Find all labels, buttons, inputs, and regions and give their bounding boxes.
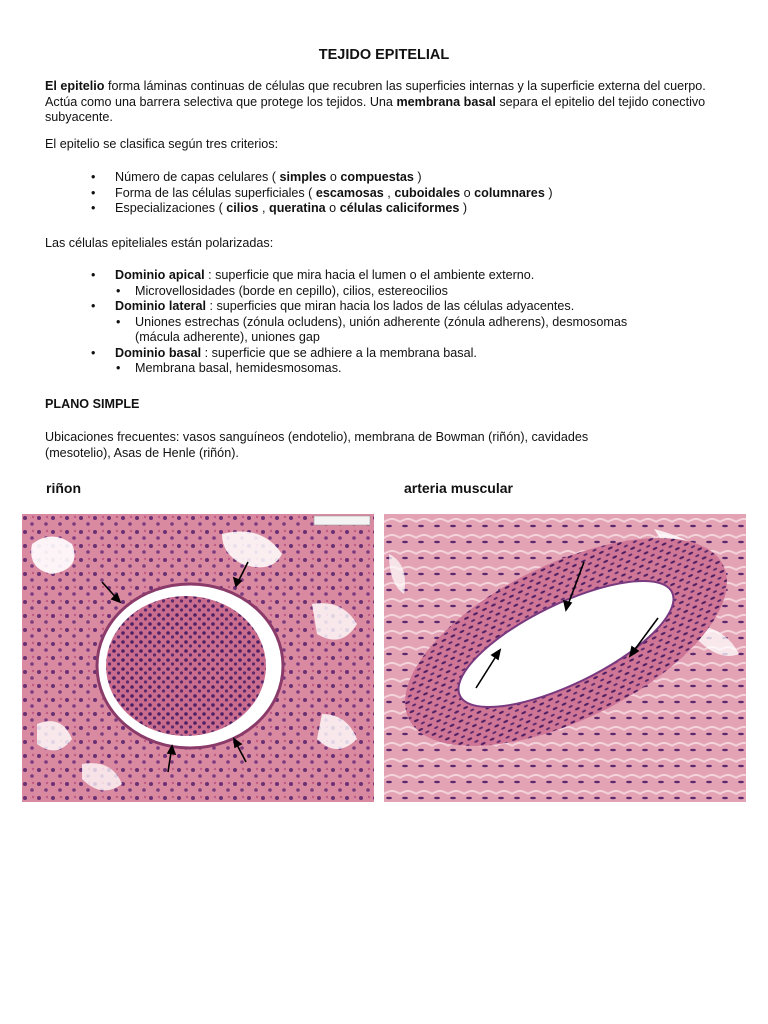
domain-desc: : superficie que se adhiere a la membrana basal. <box>201 345 477 360</box>
domain-desc: : superficie que mira hacia el lumen o el ambiente externo. <box>204 268 535 282</box>
scale-bar-label <box>314 516 370 525</box>
criteria-text: o <box>325 201 340 215</box>
criteria-text: Especializaciones ( <box>115 201 227 215</box>
domain-subitem: • Uniones estrechas (zónula ocludens), unión adherente (zónula adherens), desmosomas (mácula adherente), uniones gap <box>115 315 650 346</box>
page-title: TEJIDO EPITELIAL <box>318 47 450 63</box>
polarization-intro: Las células epiteliales están polarizadas: <box>45 236 274 250</box>
domain-name: Dominio apical <box>115 268 205 282</box>
artery-micrograph-svg <box>384 514 746 802</box>
criteria-bold: columnares <box>474 185 545 200</box>
criteria-text: Número de capas celulares ( <box>115 170 280 184</box>
locations-paragraph: Ubicaciones frecuentes: vasos sanguíneos (endotelio), membrana de Bowman (riñón), cavidades (mesotelio), Asas de Henle (riñón). <box>45 430 589 460</box>
domain-sublist <box>115 315 650 346</box>
criteria-text: ) <box>544 185 553 200</box>
criteria-item <box>45 186 725 202</box>
criteria-text: Forma de las células superficiales ( <box>115 185 316 200</box>
criteria-item <box>45 170 725 186</box>
criteria-text: o <box>326 170 341 184</box>
domain-name: Dominio basal <box>115 345 202 360</box>
kidney-micrograph <box>22 514 374 802</box>
intro-paragraph <box>45 79 725 126</box>
artery-micrograph <box>384 514 746 802</box>
criteria-bold: cuboidales <box>394 185 461 200</box>
criteria-list <box>45 170 725 217</box>
section-heading: PLANO SIMPLE <box>45 397 140 411</box>
intro-bold-epitelio: El epitelio <box>45 79 105 93</box>
criteria-text: ) <box>413 170 422 184</box>
domains-list <box>45 268 725 377</box>
domain-name: Dominio lateral <box>115 299 206 313</box>
criteria-text: o <box>460 185 475 200</box>
criteria-bold: cilios <box>226 201 259 215</box>
caption-artery: arteria muscular <box>404 480 513 496</box>
intro-text-1: forma láminas continuas de células que recubren las superficies internas y la superficie externa del cuerpo. Actúa como una barrera selectiva que protege los tejidos. Una <box>45 79 706 109</box>
criteria-bold: queratina <box>269 201 326 215</box>
intro-bold-membrana: membrana basal <box>396 94 496 109</box>
criteria-bold: simples <box>279 170 327 184</box>
criteria-intro: El epitelio se clasifica según tres criterios: <box>45 137 279 151</box>
criteria-bold: escamosas <box>315 185 384 200</box>
domain-sublist <box>115 361 725 377</box>
criteria-bold: células caliciformes <box>339 201 460 215</box>
domain-item <box>45 346 725 377</box>
criteria-item <box>45 201 725 217</box>
intro-text-2: separa el epitelio del tejido conectivo subyacente. <box>45 94 706 124</box>
caption-kidney: riñon <box>46 480 81 496</box>
domain-desc: : superficies que miran hacia los lados de las células adyacentes. <box>205 299 575 313</box>
domain-sublist <box>115 284 725 300</box>
criteria-text: ) <box>459 201 468 215</box>
criteria-bold: compuestas <box>340 170 414 184</box>
glomerulus <box>106 596 266 736</box>
domain-item <box>45 299 725 346</box>
kidney-micrograph-svg <box>22 514 374 802</box>
criteria-text: , <box>258 201 269 215</box>
domain-item <box>45 268 725 299</box>
criteria-text: , <box>383 185 395 200</box>
domain-subitem: • Membrana basal, hemidesmosomas. <box>115 361 725 377</box>
domain-subitem: • Microvellosidades (borde en cepillo), cilios, estereocilios <box>115 284 725 300</box>
